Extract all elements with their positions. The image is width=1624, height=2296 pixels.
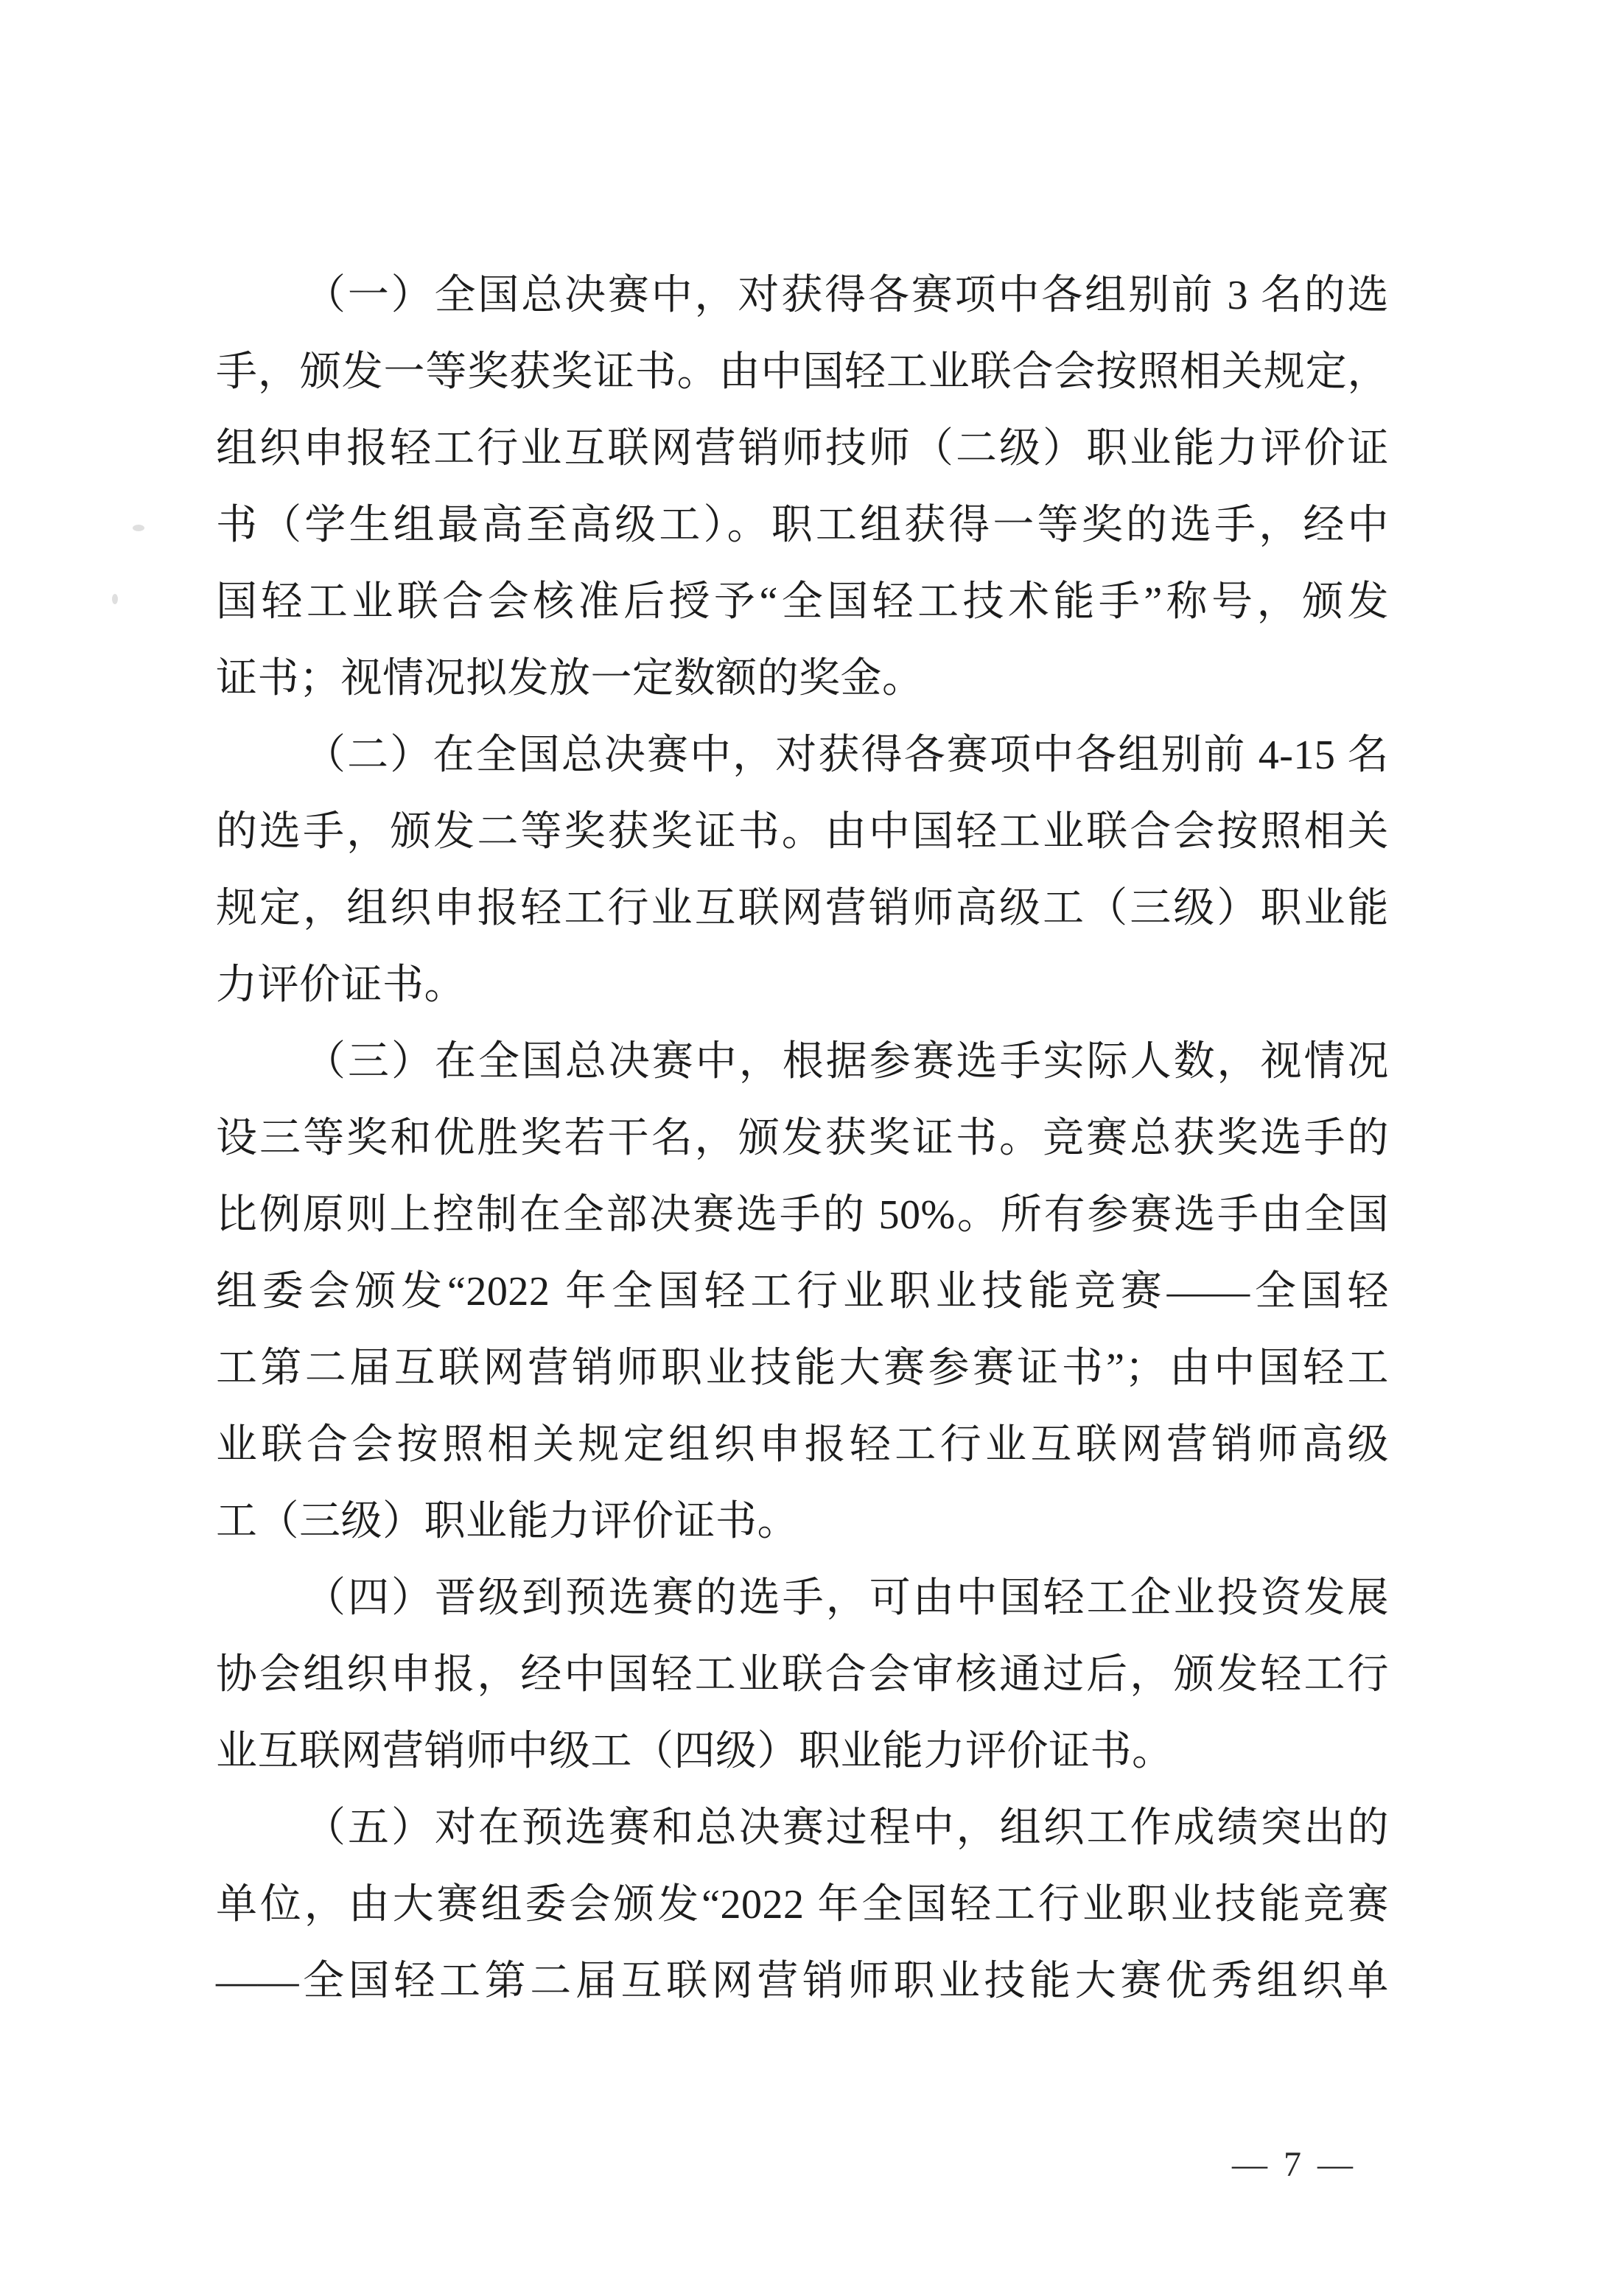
text-line: ——全国轻工第二届互联网营销师职业技能大赛优秀组织单 [216, 1959, 1389, 2004]
text-line: 协会组织申报，经中国轻工业联合会审核通过后，颁发轻工行 [216, 1652, 1389, 1698]
text-line: 的选手，颁发二等奖获奖证书。由中国轻工业联合会按照相关 [216, 809, 1389, 855]
text-line: （五）对在预选赛和总决赛过程中，组织工作成绩突出的 [304, 1805, 1389, 1851]
text-line: 书（学生组最高至高级工）。职工组获得一等奖的选手，经中 [216, 503, 1389, 548]
text-line: 证书；视情况拟发放一定数额的奖金。 [216, 656, 924, 701]
text-line: 比例原则上控制在全部决赛选手的 50%。所有参赛选手由全国 [216, 1192, 1389, 1238]
text-line: 工（三级）职业能力评价证书。 [216, 1499, 799, 1544]
text-line: 力评价证书。 [216, 962, 466, 1008]
scan-speck [133, 525, 144, 531]
page-number: — 7 — [1232, 2145, 1357, 2184]
text-line: 单位，由大赛组委会颁发“2022 年全国轻工行业职业技能竞赛 [216, 1882, 1389, 1928]
text-line: （一）全国总决赛中，对获得各赛项中各组别前 3 名的选 [304, 273, 1389, 318]
text-line: 国轻工业联合会核准后授予“全国轻工技术能手”称号，颁发 [216, 579, 1389, 625]
text-line: 设三等奖和优胜奖若干名，颁发获奖证书。竞赛总获奖选手的 [216, 1116, 1389, 1161]
text-line: 组委会颁发“2022 年全国轻工行业职业技能竞赛——全国轻 [216, 1269, 1389, 1315]
text-line: 工第二届互联网营销师职业技能大赛参赛证书”；由中国轻工 [216, 1345, 1389, 1391]
document-body [216, 257, 1389, 2020]
text-line: 规定，组织申报轻工行业互联网营销师高级工（三级）职业能 [216, 886, 1389, 931]
text-line: 组织申报轻工行业互联网营销师技师（二级）职业能力评价证 [216, 426, 1389, 472]
text-line: （三）在全国总决赛中，根据参赛选手实际人数，视情况 [304, 1039, 1389, 1085]
text-line: 业联合会按照相关规定组织申报轻工行业互联网营销师高级 [216, 1422, 1389, 1468]
text-line: 手，颁发一等奖获奖证书。由中国轻工业联合会按照相关规定， [216, 349, 1389, 395]
scan-speck [112, 594, 118, 604]
text-line: （二）在全国总决赛中，对获得各赛项中各组别前 4-15 名 [304, 732, 1389, 778]
text-line: （四）晋级到预选赛的选手，可由中国轻工企业投资发展 [304, 1575, 1389, 1621]
text-line: 业互联网营销师中级工（四级）职业能力评价证书。 [216, 1729, 1174, 1774]
